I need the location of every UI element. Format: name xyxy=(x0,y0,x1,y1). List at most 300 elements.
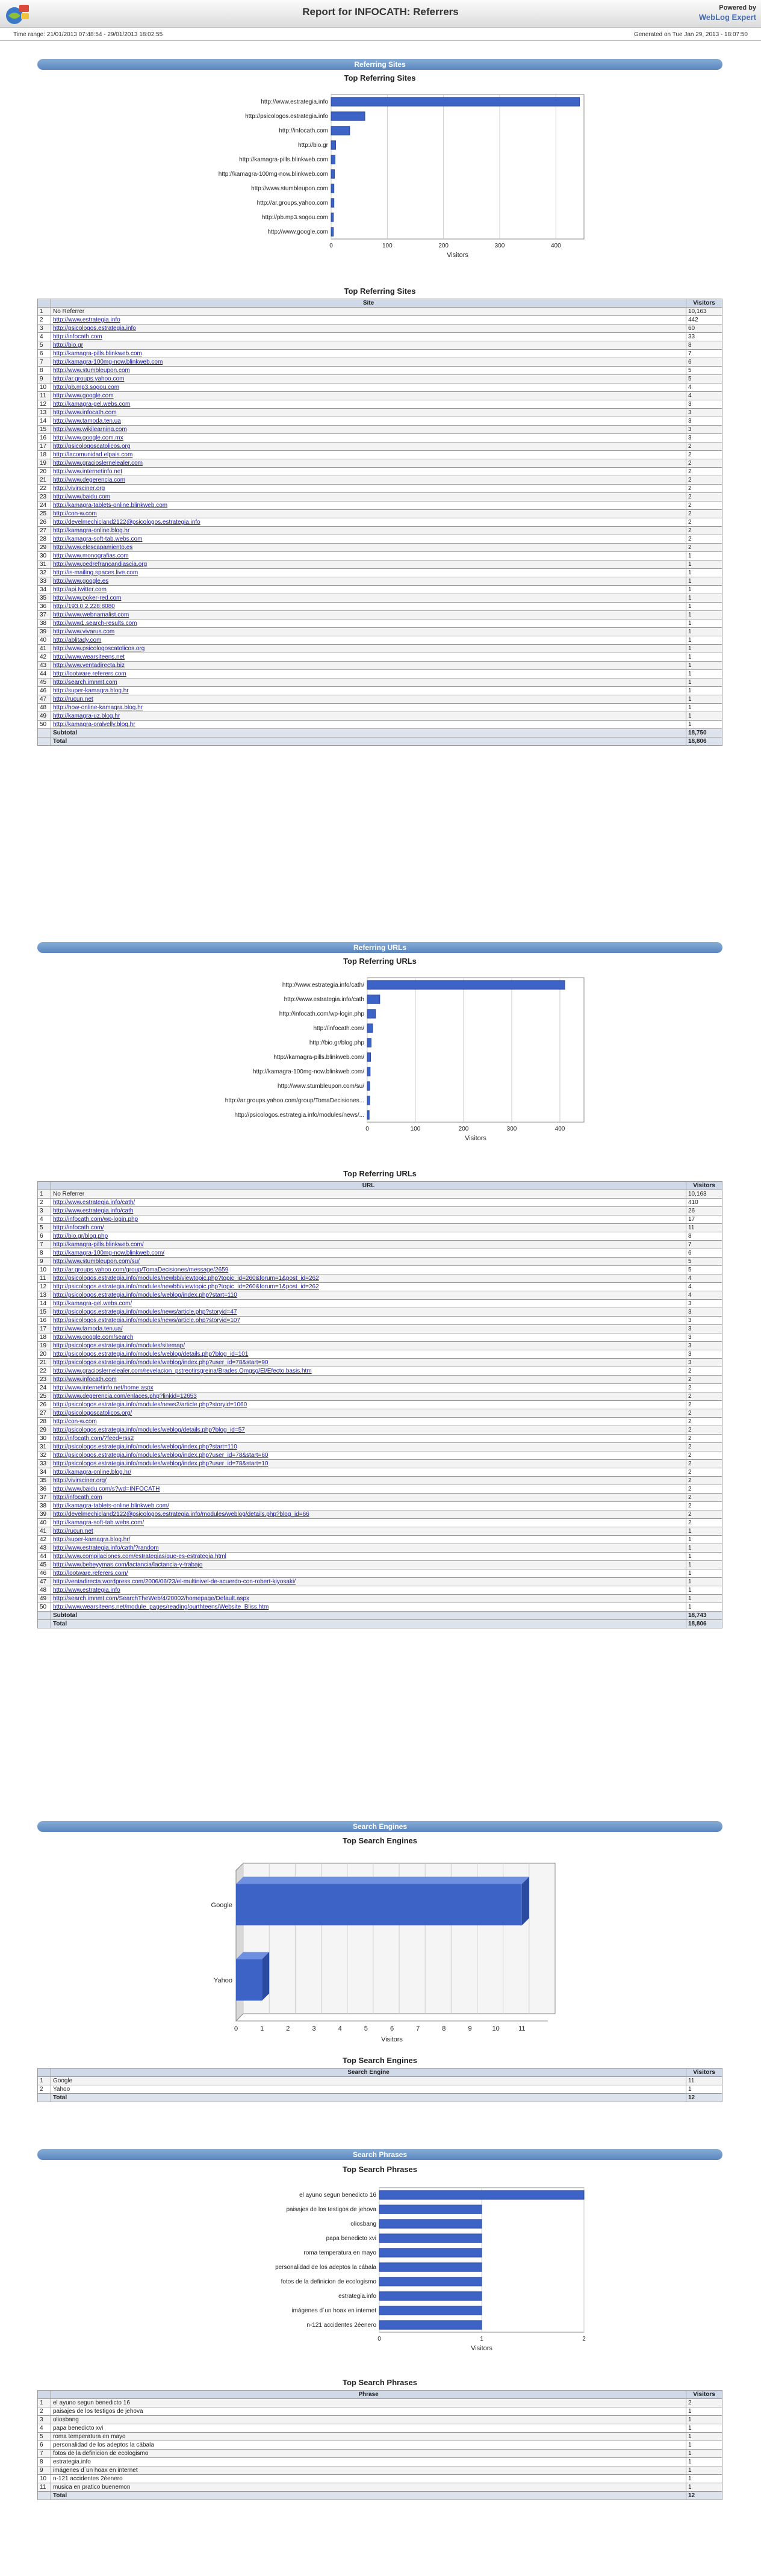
table-row xyxy=(38,1384,722,1392)
row-visitors: 5 xyxy=(686,1266,722,1274)
row-link[interactable]: http://kamagra-online.blog.hr/ xyxy=(51,1468,686,1477)
row-rank: 50 xyxy=(38,721,51,729)
section-bar-search-engines: Search Engines xyxy=(37,1821,722,1832)
row-link[interactable]: http://search.imnmt.com/SearchTheWeb/4/20002/homepage/Default.aspx xyxy=(51,1595,686,1603)
table-row xyxy=(38,1451,722,1460)
row-label: No Referrer xyxy=(51,1190,686,1199)
total-label: Total xyxy=(51,2094,686,2102)
row-link[interactable]: http://kamagra-gel.webs.com xyxy=(51,400,686,409)
row-rank: 38 xyxy=(38,1502,51,1510)
row-rank: 3 xyxy=(38,1207,51,1215)
row-link[interactable]: http://psicologos.estrategia.info/modules/news/article.php?storyid=47 xyxy=(51,1308,686,1317)
bar xyxy=(331,184,334,193)
row-link[interactable]: http://psicologos.estrategia.info/modules/weblog/details.php?blog_id=57 xyxy=(51,1426,686,1435)
row-rank: 48 xyxy=(38,704,51,712)
table-row xyxy=(38,1510,722,1519)
row-visitors: 1 xyxy=(686,2466,722,2475)
table-row xyxy=(38,358,722,367)
row-link[interactable]: http://www.ventadirecta.biz xyxy=(51,662,686,670)
bar xyxy=(379,2292,482,2300)
row-link[interactable]: http://www.monografias.com xyxy=(51,552,686,560)
category-label: http://infocath.com xyxy=(279,128,328,134)
table-row xyxy=(38,1519,722,1527)
row-rank: 48 xyxy=(38,1586,51,1595)
row-link[interactable]: http://kamagra-100mg-now.blinkweb.com/ xyxy=(51,1249,686,1258)
row-link[interactable]: http://infocath.com/ xyxy=(51,1224,686,1232)
table-row xyxy=(38,459,722,468)
row-rank: 18 xyxy=(38,451,51,459)
category-label: personalidad de los adeptos la cábala xyxy=(275,2264,376,2271)
table-row xyxy=(38,1460,722,1468)
row-rank: 21 xyxy=(38,1359,51,1367)
row-visitors: 26 xyxy=(686,1207,722,1215)
subtotal-row xyxy=(38,729,722,737)
row-rank: 34 xyxy=(38,586,51,594)
row-link[interactable]: http://psicologos.estrategia.info/modules/news2/article.php?storyid=1060 xyxy=(51,1401,686,1409)
category-label: Google xyxy=(211,1901,232,1909)
row-visitors: 1 xyxy=(686,1578,722,1586)
row-visitors: 2 xyxy=(686,1409,722,1418)
table-row xyxy=(38,1283,722,1291)
row-link[interactable]: http://ablitady.com xyxy=(51,636,686,645)
row-rank: 31 xyxy=(38,1443,51,1451)
row-rank: 42 xyxy=(38,653,51,662)
category-label: http://psicologos.estrategia.info xyxy=(245,113,328,120)
row-link[interactable]: http://is-mailing.spaces.live.com xyxy=(51,569,686,577)
table-header-row xyxy=(38,1182,722,1190)
row-link[interactable]: http://www.pedrefrancandiascia.org xyxy=(51,560,686,569)
row-link[interactable]: http://kamagra-online.blog.hr xyxy=(51,527,686,535)
row-link[interactable]: http://kamagra-oralvelly.blog.hr xyxy=(51,721,686,729)
row-visitors: 1 xyxy=(686,1586,722,1595)
table-row xyxy=(38,527,722,535)
row-rank: 42 xyxy=(38,1536,51,1544)
row-visitors: 1 xyxy=(686,2424,722,2433)
row-link[interactable]: http://www.compilaciones.com/estrategias/que-es-estrategia.html xyxy=(51,1553,686,1561)
row-rank: 40 xyxy=(38,636,51,645)
time-range: Time range: 21/01/2013 07:48:54 - 29/01/2013 18:02:55 xyxy=(13,31,163,38)
row-visitors: 1 xyxy=(686,712,722,721)
row-rank: 49 xyxy=(38,712,51,721)
category-label: http://bio.gr/blog.php xyxy=(309,1040,364,1046)
table-row xyxy=(38,603,722,611)
category-label: fotos de la definicion de ecologismo xyxy=(281,2279,376,2285)
row-rank: 4 xyxy=(38,2424,51,2433)
row-link[interactable]: http://psicologos.estrategia.info/modules/newbb/viewtopic.php?topic_id=260&forum=1&post_id=262 xyxy=(51,1283,686,1291)
row-visitors: 1 xyxy=(686,1527,722,1536)
row-rank: 46 xyxy=(38,1569,51,1578)
row-visitors: 3 xyxy=(686,1300,722,1308)
bar xyxy=(367,995,380,1004)
bar xyxy=(367,1038,371,1047)
x-axis-label: Visitors xyxy=(381,2036,403,2043)
total-blank xyxy=(38,2094,51,2102)
table-row xyxy=(38,1418,722,1426)
bar xyxy=(236,1960,262,2001)
row-link[interactable]: http://www.webnamalist.com xyxy=(51,611,686,619)
row-rank: 17 xyxy=(38,442,51,451)
row-rank: 8 xyxy=(38,1249,51,1258)
row-visitors: 2 xyxy=(686,476,722,485)
row-link[interactable]: http://lacomunidad.elpais.com xyxy=(51,451,686,459)
table-row xyxy=(38,1376,722,1384)
row-link[interactable]: http://www.wearsiteens.net xyxy=(51,653,686,662)
row-link[interactable]: http://kamagra-uz.blog.hr xyxy=(51,712,686,721)
table-row xyxy=(38,1536,722,1544)
row-link[interactable]: http://www.tamoda.ten.ua/ xyxy=(51,1325,686,1333)
category-label: http://infocath.com/ xyxy=(313,1025,364,1032)
total-row xyxy=(38,1620,722,1628)
row-visitors: 4 xyxy=(686,1291,722,1300)
row-link[interactable]: http://lootware.referers.com/ xyxy=(51,1569,686,1578)
row-rank: 14 xyxy=(38,1300,51,1308)
row-visitors: 1 xyxy=(686,552,722,560)
row-link[interactable]: http://con-w.com xyxy=(51,1418,686,1426)
row-link[interactable]: http://www.google.com/search xyxy=(51,1333,686,1342)
row-rank: 19 xyxy=(38,459,51,468)
table-row xyxy=(38,375,722,383)
row-link[interactable]: http://bio.gr/blog.php xyxy=(51,1232,686,1241)
table-row xyxy=(38,341,722,350)
row-visitors: 1 xyxy=(686,721,722,729)
row-link[interactable]: http://www.infocath.com xyxy=(51,1376,686,1384)
row-link[interactable]: http://infocath.com/wp-login.php xyxy=(51,1215,686,1224)
table-row xyxy=(38,721,722,729)
row-rank: 26 xyxy=(38,1401,51,1409)
table-row xyxy=(38,1249,722,1258)
row-visitors: 11 xyxy=(686,1224,722,1232)
row-visitors: 2 xyxy=(686,1435,722,1443)
table-row xyxy=(38,308,722,316)
row-link[interactable]: http://kamagra-tablets-online.blinkweb.com xyxy=(51,501,686,510)
row-link[interactable]: http://rucun.net xyxy=(51,1527,686,1536)
row-visitors: 2 xyxy=(686,1519,722,1527)
row-link[interactable]: http://pb.mp3.sogou.com xyxy=(51,383,686,392)
bar-side xyxy=(262,1952,269,2001)
table-row xyxy=(38,1494,722,1502)
row-visitors: 2 xyxy=(686,1502,722,1510)
row-label: paisajes de los testigos de jehova xyxy=(51,2407,686,2416)
row-rank: 25 xyxy=(38,510,51,518)
table-row xyxy=(38,1485,722,1494)
row-link[interactable]: http://con-w.com xyxy=(51,510,686,518)
row-link[interactable]: http://www.baidu.com xyxy=(51,493,686,501)
row-link[interactable]: http://develmechicland2122@psicologos.estrategia.info/modules/weblog/details.php?blog_id=66 xyxy=(51,1510,686,1519)
table-row xyxy=(38,1317,722,1325)
generated-date: Generated on Tue Jan 29, 2013 - 18:07:50 xyxy=(633,31,748,38)
row-link[interactable]: http://psicologos.estrategia.info/modules/weblog/index.php?user_id=78&start=60 xyxy=(51,1451,686,1460)
row-link[interactable]: http://psicologos.estrategia.info/modules/sitemap/ xyxy=(51,1342,686,1350)
row-link[interactable]: http://psicologos.estrategia.info/modules/weblog/index.php?user_id=78&start=10 xyxy=(51,1460,686,1468)
row-link[interactable]: http://kamagra-gel.webs.com/ xyxy=(51,1300,686,1308)
bar xyxy=(379,2306,482,2315)
table-row xyxy=(38,645,722,653)
total-value: 12 xyxy=(686,2492,722,2500)
row-rank: 31 xyxy=(38,560,51,569)
table-row xyxy=(38,493,722,501)
tick-label: 200 xyxy=(438,243,449,249)
row-rank: 27 xyxy=(38,527,51,535)
row-link[interactable]: http://www.tamoda.ten.ua xyxy=(51,417,686,426)
row-link[interactable]: http://www.estrategia.info xyxy=(51,1586,686,1595)
row-link[interactable]: http://psicologos.estrategia.info/modules/weblog/index.php?user_id=78&start=90 xyxy=(51,1359,686,1367)
row-visitors: 1 xyxy=(686,619,722,628)
row-link[interactable]: http://infocath.com xyxy=(51,333,686,341)
category-label: http://www.stumbleupon.com xyxy=(251,185,328,192)
row-link[interactable]: http://kamagra-soft-tab.webs.com/ xyxy=(51,1519,686,1527)
tick-label: 7 xyxy=(416,2025,420,2032)
row-link[interactable]: http://www.gracioslernelealer.com xyxy=(51,459,686,468)
table-row xyxy=(38,1333,722,1342)
total-value: 18,806 xyxy=(686,1620,722,1628)
bar xyxy=(367,1096,370,1105)
chart-title-engines: Top Search Engines xyxy=(342,1836,417,1845)
tick-label: 100 xyxy=(382,243,393,249)
row-link[interactable]: http://rucun.net xyxy=(51,695,686,704)
row-link[interactable]: http://www.internetinfo.net xyxy=(51,468,686,476)
total-row xyxy=(38,2094,722,2102)
row-visitors: 1 xyxy=(686,2458,722,2466)
row-rank: 29 xyxy=(38,1426,51,1435)
row-rank: 30 xyxy=(38,552,51,560)
subtotal-label: Subtotal xyxy=(51,729,686,737)
row-link[interactable]: http://bio.gr xyxy=(51,341,686,350)
row-link[interactable]: http://vivirsciner.org/ xyxy=(51,1477,686,1485)
total-label: Total xyxy=(51,1620,686,1628)
col-rank-header xyxy=(38,2391,51,2399)
table-title-urls: Top Referring URLs xyxy=(343,1169,417,1178)
total-value: 12 xyxy=(686,2094,722,2102)
table-row xyxy=(38,2424,722,2433)
row-rank: 16 xyxy=(38,434,51,442)
row-visitors: 11 xyxy=(686,2077,722,2085)
row-link[interactable]: http://psicologos.estrategia.info/modules/weblog/index.php?start=110 xyxy=(51,1443,686,1451)
row-visitors: 1 xyxy=(686,611,722,619)
row-rank: 7 xyxy=(38,1241,51,1249)
row-link[interactable]: http://ar.groups.yahoo.com/group/TomaDecisiones/message/2659 xyxy=(51,1266,686,1274)
row-link[interactable]: http://www.elescapamiento.es xyxy=(51,544,686,552)
tick-label: 300 xyxy=(494,243,505,249)
table-row xyxy=(38,1199,722,1207)
row-link[interactable]: http://www.estrategia.info xyxy=(51,316,686,324)
row-link[interactable]: http://vivirsciner.org xyxy=(51,485,686,493)
table-title-phrases: Top Search Phrases xyxy=(342,2378,418,2387)
category-label: http://www.estrategia.info/cath/ xyxy=(282,982,364,989)
table-row xyxy=(38,1553,722,1561)
table-row xyxy=(38,1561,722,1569)
row-visitors: 3 xyxy=(686,426,722,434)
row-rank: 9 xyxy=(38,1258,51,1266)
row-link[interactable]: http://www.vivarus.com xyxy=(51,628,686,636)
row-visitors: 442 xyxy=(686,316,722,324)
tick-label: 1 xyxy=(480,2336,483,2342)
bar xyxy=(379,2263,482,2271)
category-label: http://bio.gr xyxy=(297,142,328,149)
row-link[interactable]: http://www.wearsiteens.net/module_pages/reading/ourthteens/Website_Bliss.htm xyxy=(51,1603,686,1612)
table-row xyxy=(38,350,722,358)
total-row xyxy=(38,2492,722,2500)
row-visitors: 1 xyxy=(686,1569,722,1578)
row-link[interactable]: http://psicologos.estrategia.info xyxy=(51,324,686,333)
row-link[interactable]: http://super-kamagra.blog.hr/ xyxy=(51,1536,686,1544)
table-row xyxy=(38,1342,722,1350)
row-rank: 28 xyxy=(38,1418,51,1426)
row-link[interactable]: http://kamagra-100mg-now.blinkweb.com xyxy=(51,358,686,367)
row-visitors: 1 xyxy=(686,678,722,687)
row-link[interactable]: http://www.degerencia.com/enlaces.php?linkid=12653 xyxy=(51,1392,686,1401)
col-item-header: Search Engine xyxy=(51,2069,686,2077)
table-row xyxy=(38,426,722,434)
brand-link[interactable]: WebLog Expert xyxy=(698,13,756,22)
row-rank: 43 xyxy=(38,1544,51,1553)
row-rank: 39 xyxy=(38,1510,51,1519)
category-label: http://kamagra-100mg-now.blinkweb.com/ xyxy=(252,1069,364,1075)
row-visitors: 6 xyxy=(686,358,722,367)
row-link[interactable]: http://search.imnmt.com xyxy=(51,678,686,687)
row-link[interactable]: http://www.estrategia.info/cath xyxy=(51,1207,686,1215)
row-link[interactable]: http://kamagra-soft-tab.webs.com xyxy=(51,535,686,544)
table-row xyxy=(38,1443,722,1451)
tick-label: 100 xyxy=(410,1126,421,1132)
table-row xyxy=(38,544,722,552)
row-visitors: 1 xyxy=(686,2450,722,2458)
tick-label: 0 xyxy=(329,243,333,249)
row-rank: 50 xyxy=(38,1603,51,1612)
row-visitors: 2 xyxy=(686,544,722,552)
row-visitors: 1 xyxy=(686,2416,722,2424)
row-visitors: 1 xyxy=(686,653,722,662)
row-visitors: 1 xyxy=(686,2085,722,2094)
row-visitors: 2 xyxy=(686,468,722,476)
row-link[interactable]: http://www.psicologoscatolicos.org xyxy=(51,645,686,653)
category-label: Yahoo xyxy=(214,1976,232,1984)
row-link[interactable]: http://www.poker-red.com xyxy=(51,594,686,603)
tick-label: 400 xyxy=(550,243,561,249)
chart-title-phrases: Top Search Phrases xyxy=(342,2165,418,2174)
row-link[interactable]: http://kamagra-pills.blinkweb.com xyxy=(51,350,686,358)
row-link[interactable]: http://infocath.com/?feed=rss2 xyxy=(51,1435,686,1443)
row-visitors: 4 xyxy=(686,392,722,400)
row-rank: 5 xyxy=(38,2433,51,2441)
tick-label: 6 xyxy=(390,2025,394,2032)
row-rank: 18 xyxy=(38,1333,51,1342)
row-link[interactable]: http://psicologos.estrategia.info/modules/newbb/viewtopic.php?topic_id=260&forum=1&post_id=262 xyxy=(51,1274,686,1283)
category-label: el ayuno segun benedicto 16 xyxy=(299,2192,376,2199)
table-row xyxy=(38,2433,722,2441)
row-rank: 34 xyxy=(38,1468,51,1477)
row-rank: 35 xyxy=(38,1477,51,1485)
row-link[interactable]: http://psicologos.estrategia.info/modules/weblog/details.php?blog_id=101 xyxy=(51,1350,686,1359)
row-link[interactable]: http://www.gracioslernelealer.com/revelacion_pstreotirsgreina/Brades.Omgsg/El/Efecto.basis.htm xyxy=(51,1367,686,1376)
report-title: Report for INFOCATH: Referrers xyxy=(302,6,459,17)
total-label: Total xyxy=(51,737,686,746)
tick-label: 1 xyxy=(260,2025,264,2032)
row-visitors: 1 xyxy=(686,594,722,603)
row-link[interactable]: http://super-kamagra.blog.hr xyxy=(51,687,686,695)
row-link[interactable]: http://www.bebeyymas.com/lactancia/lactancia-y-trabajo xyxy=(51,1561,686,1569)
row-visitors: 1 xyxy=(686,2407,722,2416)
row-rank: 7 xyxy=(38,358,51,367)
brand-block[interactable] xyxy=(699,4,756,22)
table-row xyxy=(38,586,722,594)
table-row xyxy=(38,367,722,375)
row-link[interactable]: http://www.estrategia.info/cath/?random xyxy=(51,1544,686,1553)
row-link[interactable]: http://psicologoscatolicos.org xyxy=(51,442,686,451)
row-link[interactable]: http://www.degerencia.com xyxy=(51,476,686,485)
table-row xyxy=(38,2077,722,2085)
row-label: papa benedicto xvi xyxy=(51,2424,686,2433)
table-row xyxy=(38,2407,722,2416)
row-visitors: 17 xyxy=(686,1215,722,1224)
subtotal-label: Subtotal xyxy=(51,1612,686,1620)
row-link[interactable]: http://www.estrategia.info/cath/ xyxy=(51,1199,686,1207)
row-link[interactable]: http://www.internetinfo.net/home.aspx xyxy=(51,1384,686,1392)
row-link[interactable]: http://develmechicland2122@psicologos.estrategia.info xyxy=(51,518,686,527)
table-row xyxy=(38,434,722,442)
row-link[interactable]: http://psicologos.estrategia.info/modules/weblog/index.php?start=110 xyxy=(51,1291,686,1300)
row-link[interactable]: http://www1.search-results.com xyxy=(51,619,686,628)
row-link[interactable]: http://www.stumbleupon.com xyxy=(51,367,686,375)
row-link[interactable]: http://www.infocath.com xyxy=(51,409,686,417)
bar xyxy=(379,2191,584,2199)
row-link[interactable]: http://www.google.com.mx xyxy=(51,434,686,442)
col-item-header: URL xyxy=(51,1182,686,1190)
row-link[interactable]: http://www.google.es xyxy=(51,577,686,586)
row-link[interactable]: http://psicologos.estrategia.info/modules/news/article.php?storyid=107 xyxy=(51,1317,686,1325)
row-link[interactable]: http://lootware.referers.com xyxy=(51,670,686,678)
table-search-phrases xyxy=(37,2390,722,2500)
row-rank: 12 xyxy=(38,400,51,409)
table-row xyxy=(38,1426,722,1435)
row-visitors: 1 xyxy=(686,636,722,645)
row-label: Google xyxy=(51,2077,686,2085)
row-link[interactable]: http://ar.groups.yahoo.com xyxy=(51,375,686,383)
table-row xyxy=(38,476,722,485)
row-link[interactable]: http://www.wikilearning.com xyxy=(51,426,686,434)
row-visitors: 3 xyxy=(686,400,722,409)
table-row xyxy=(38,1603,722,1612)
row-link[interactable]: http://infocath.com xyxy=(51,1494,686,1502)
table-row xyxy=(38,2416,722,2424)
category-label: http://www.estrategia.info/cath xyxy=(284,996,364,1003)
row-link[interactable]: http://www.baidu.com/s?wd=INFOCATH xyxy=(51,1485,686,1494)
row-link[interactable]: http://kamagra-pills.blinkweb.com/ xyxy=(51,1241,686,1249)
row-link[interactable]: http://ventadirecta.wordpress.com/2006/06/23/el-multinivel-de-acuerdo-con-robert-kiyosaki/ xyxy=(51,1578,686,1586)
table-search-engines xyxy=(37,2068,722,2102)
row-rank: 32 xyxy=(38,569,51,577)
row-rank: 29 xyxy=(38,544,51,552)
row-rank: 19 xyxy=(38,1342,51,1350)
table-row xyxy=(38,1502,722,1510)
row-link[interactable]: http://www.google.com xyxy=(51,392,686,400)
row-link[interactable]: http://kamagra-tablets-online.blinkweb.com/ xyxy=(51,1502,686,1510)
row-rank: 2 xyxy=(38,316,51,324)
row-link[interactable]: http://how-online-kamagra.blog.hr xyxy=(51,704,686,712)
table-header-row xyxy=(38,2069,722,2077)
row-visitors: 8 xyxy=(686,1232,722,1241)
row-link[interactable]: http://www.stumbleupon.com/su/ xyxy=(51,1258,686,1266)
category-label: http://www.estrategia.info xyxy=(261,99,328,105)
row-link[interactable]: http://193.0.2.228:8080 xyxy=(51,603,686,611)
row-link[interactable]: http://psicologoscatolicos.org/ xyxy=(51,1409,686,1418)
row-rank: 4 xyxy=(38,333,51,341)
bar xyxy=(331,228,334,236)
bar xyxy=(331,141,335,149)
row-link[interactable]: http://api.twitter.com xyxy=(51,586,686,594)
row-visitors: 3 xyxy=(686,417,722,426)
row-rank: 24 xyxy=(38,1384,51,1392)
row-rank: 9 xyxy=(38,2466,51,2475)
